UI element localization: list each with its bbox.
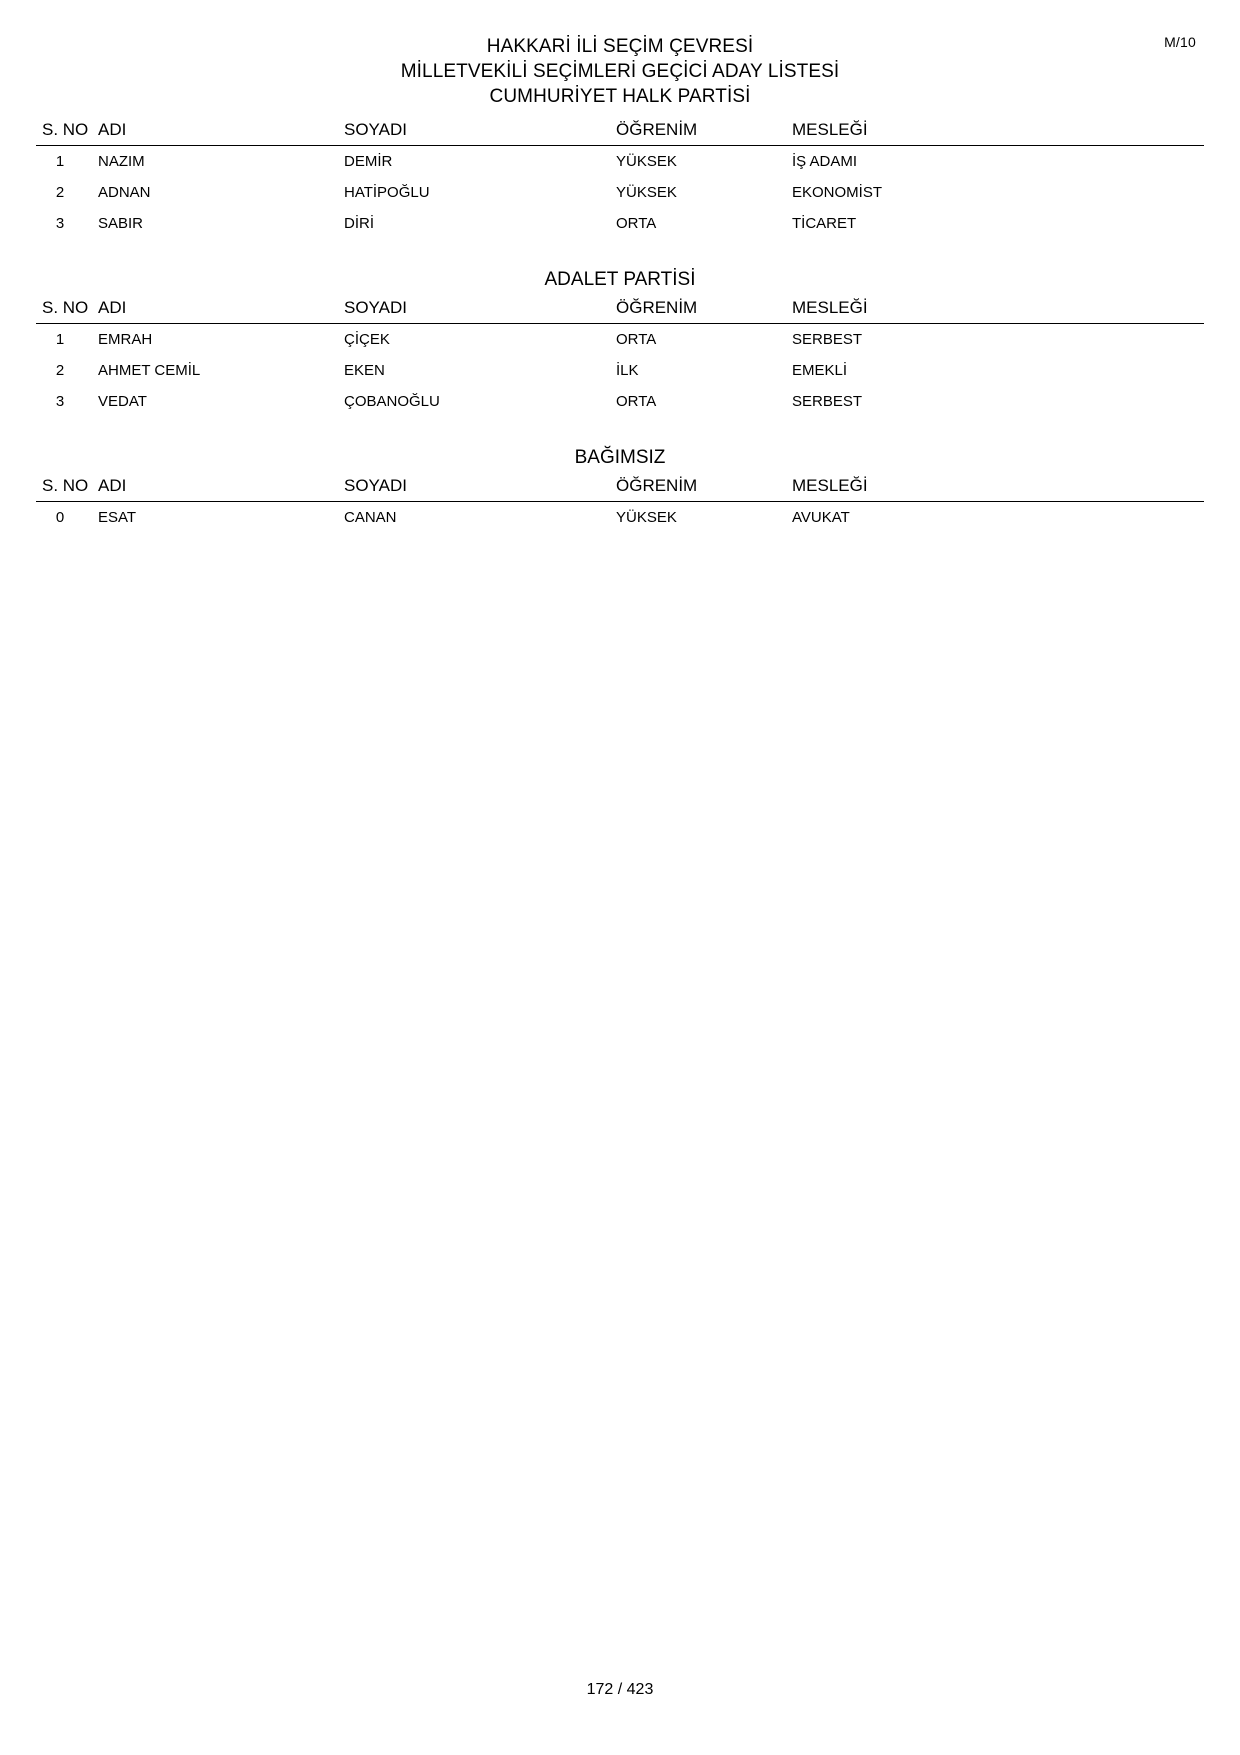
cell-surname: ÇİÇEK — [344, 331, 390, 349]
cell-no: 2 — [55, 362, 65, 380]
column-header-name: ADI — [98, 297, 344, 324]
column-header-surname: SOYADI — [344, 119, 616, 146]
table-row — [36, 386, 1204, 417]
cell-surname: DEMİR — [344, 153, 393, 171]
section-adalet-partisi — [36, 269, 1204, 417]
column-header-no: S. NO — [36, 297, 98, 324]
page-code: M/10 — [1164, 34, 1196, 50]
table-row — [36, 146, 1204, 178]
table-header-row — [36, 297, 1204, 324]
cell-name: ADNAN — [98, 184, 151, 202]
table-row — [36, 355, 1204, 386]
cell-no: 1 — [55, 153, 65, 171]
header-line-province: HAKKARİ İLİ SEÇİM ÇEVRESİ — [486, 36, 754, 57]
cell-occupation: TİCARET — [792, 215, 857, 233]
section-bagimsiz — [36, 447, 1204, 533]
section-title: ADALET PARTİSİ — [544, 269, 696, 291]
cell-education: ORTA — [616, 393, 657, 411]
table-header-row — [36, 119, 1204, 146]
column-header-name: ADI — [98, 119, 344, 146]
column-header-occupation: MESLEĞİ — [792, 475, 1204, 502]
cell-education: İLK — [616, 362, 639, 380]
column-header-no: S. NO — [36, 119, 98, 146]
cell-name: ESAT — [98, 509, 137, 527]
cell-education: YÜKSEK — [616, 153, 677, 171]
section-title: BAĞIMSIZ — [574, 447, 666, 469]
column-header-surname: SOYADI — [344, 297, 616, 324]
cell-education: YÜKSEK — [616, 184, 677, 202]
cell-name: EMRAH — [98, 331, 153, 349]
column-header-no: S. NO — [36, 475, 98, 502]
column-header-occupation: MESLEĞİ — [792, 297, 1204, 324]
cell-surname: HATİPOĞLU — [344, 184, 430, 202]
table-row — [36, 324, 1204, 356]
cell-name: AHMET CEMİL — [98, 362, 201, 380]
cell-surname: EKEN — [344, 362, 385, 380]
cell-occupation: SERBEST — [792, 331, 863, 349]
cell-name: NAZIM — [98, 153, 145, 171]
cell-occupation: AVUKAT — [792, 509, 850, 527]
table-row — [36, 208, 1204, 239]
cell-no: 1 — [55, 331, 65, 349]
cell-education: ORTA — [616, 215, 657, 233]
header-line-party: CUMHURİYET HALK PARTİSİ — [489, 86, 751, 108]
table-row — [36, 502, 1204, 534]
table-header-row — [36, 475, 1204, 502]
cell-name: SABIR — [98, 215, 144, 233]
column-header-education: ÖĞRENİM — [616, 475, 792, 502]
column-header-education: ÖĞRENİM — [616, 119, 792, 146]
cell-occupation: İŞ ADAMI — [792, 153, 858, 171]
cell-occupation: SERBEST — [792, 393, 863, 411]
table-row — [36, 177, 1204, 208]
column-header-surname: SOYADI — [344, 475, 616, 502]
candidate-table — [36, 297, 1204, 417]
column-header-occupation: MESLEĞİ — [792, 119, 1204, 146]
candidate-table — [36, 119, 1204, 239]
cell-occupation: EKONOMİST — [792, 184, 883, 202]
cell-surname: DİRİ — [344, 215, 374, 233]
cell-education: YÜKSEK — [616, 509, 677, 527]
header-line-list-type: MİLLETVEKİLİ SEÇİMLERİ GEÇİCİ ADAY LİSTESİ — [400, 61, 840, 83]
page-footer: 172 / 423 — [586, 1681, 654, 1698]
cell-education: ORTA — [616, 331, 657, 349]
cell-no: 2 — [55, 184, 65, 202]
candidate-table — [36, 475, 1204, 533]
section-cumhuriyet-halk-partisi — [36, 119, 1204, 239]
cell-no: 0 — [55, 509, 65, 527]
cell-surname: CANAN — [344, 509, 397, 527]
cell-occupation: EMEKLİ — [792, 362, 848, 380]
cell-no: 3 — [55, 215, 65, 233]
document-header — [36, 34, 1204, 109]
column-header-name: ADI — [98, 475, 344, 502]
column-header-education: ÖĞRENİM — [616, 297, 792, 324]
cell-surname: ÇOBANOĞLU — [344, 393, 440, 411]
cell-no: 3 — [55, 393, 65, 411]
cell-name: VEDAT — [98, 393, 147, 411]
